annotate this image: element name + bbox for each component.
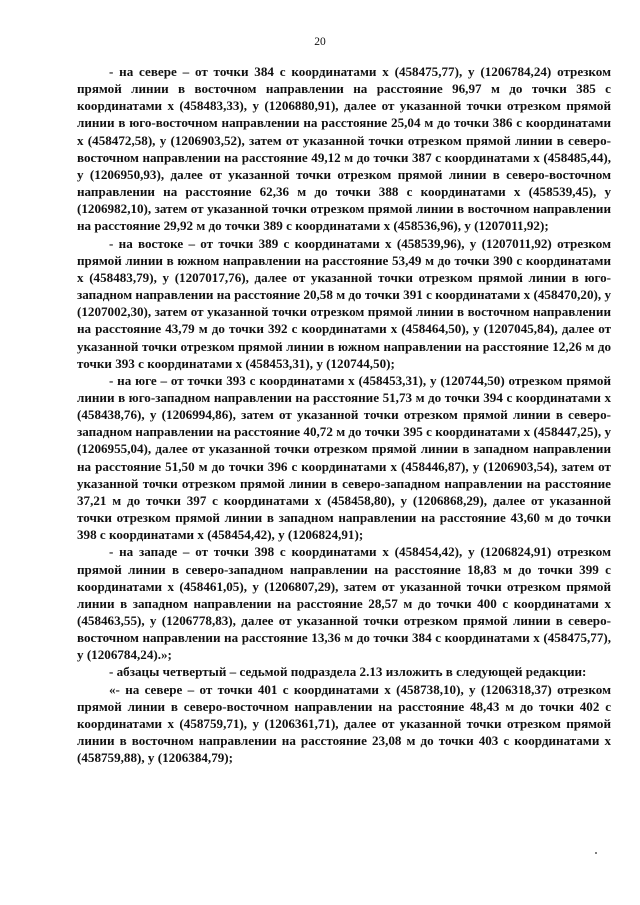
paragraph-north-boundary: - на севере – от точки 384 с координатами x (458475,77), y (1206784,24) отрезком прямой линии в восточном направлении на расстояние 96,97 м до точки 385 с координатами x (458483,33), y (1206880,91), далее от указанной точки отрезком прямой линии в юго-восточном направлении на расстояние 25,04 м до точки 386 с координатами x (458472,58), y (1206903,52), затем от указанной точки отрезком прямой линии в северо-восточном направлении на расстояние 49,12 м до точки 387 с координатами x (458485,44), y (1206950,93), далее от указанной точки отрезком прямой линии в северо-восточном направлении на расстояние 62,36 м до точки 388 с координатами x (458539,45), y (1206982,10), затем от указанной точки отрезком прямой линии в восточном направлении на расстояние 29,92 м до точки 389 с координатами x (458536,96), y (1207011,92); — [77, 64, 611, 234]
paragraph-west-boundary: - на западе – от точки 398 с координатами x (458454,42), y (1206824,91) отрезком прямой линии в северо-западном направлении на расстояние 18,83 м до точки 399 с координатами x (458461,05), y (1206807,29), затем от указанной точки отрезком прямой линии в западном направлении на расстояние 28,57 м до точки 400 с координатами x (458463,55), y (1206778,83), далее от указанной точки отрезком прямой линии в северо-восточном направлении на расстояние 13,36 м до точки 384 с координатами x (458475,77), y (1206784,24).»; — [77, 544, 611, 663]
paragraph-new-north-boundary: «- на севере – от точки 401 с координатами x (458738,10), y (1206318,37) отрезком прямой линии в северо-восточном направлении на расстояние 48,43 м до точки 402 с координатами x (458759,71), y (1206361,71), далее от указанной точки отрезком прямой линии в восточном направлении на расстояние 23,08 м до точки 403 с координатами x (458759,88), y (1206384,79); — [77, 681, 611, 766]
document-body — [77, 63, 611, 766]
paragraph-east-boundary: - на востоке – от точки 389 с координатами x (458539,96), y (1207011,92) отрезком прямой линии в южном направлении на расстояние 53,49 м до точки 390 с координатами x (458483,79), y (1207017,76), далее от указанной точки отрезком прямой линии в юго-западном направлении на расстояние 20,58 м до точки 391 с координатами x (458470,20), y (1207002,30), затем от указанной точки отрезком прямой линии в восточном направлении на расстояние 43,79 м до точки 392 с координатами x (458464,50), y (1207045,84), далее от указанной точки отрезком прямой линии в южном направлении на расстояние 12,26 м до точки 393 с координатами x (458453,31), y (120744,50); — [77, 235, 611, 371]
paragraph-amendment-instruction: - абзацы четвертый – седьмой подраздела 2.13 изложить в следующей редакции: — [109, 664, 587, 680]
page-number: 20 — [314, 36, 326, 48]
scan-speck — [595, 852, 597, 854]
paragraph-south-boundary: - на юге – от точки 393 с координатами x (458453,31), y (120744,50) отрезком прямой линии в юго-западном направлении на расстояние 51,73 м до точки 394 с координатами x (458438,76), y (1206994,86), затем от указанной точки отрезком прямой линии в северо-западном направлении на расстояние 40,72 м до точки 395 с координатами x (458447,25), y (1206955,04), далее от указанной точки отрезком прямой линии в западном направлении на расстояние 51,50 м до точки 396 с координатами x (458446,87), y (1206903,54), затем от указанной точки отрезком прямой линии в северо-западном направлении на расстояние 37,21 м до точки 397 с координатами x (458458,80), y (1206868,29), далее от указанной точки отрезком прямой линии в западном направлении на расстояние 43,60 м до точки 398 с координатами x (458454,42), y (1206824,91); — [77, 372, 611, 543]
